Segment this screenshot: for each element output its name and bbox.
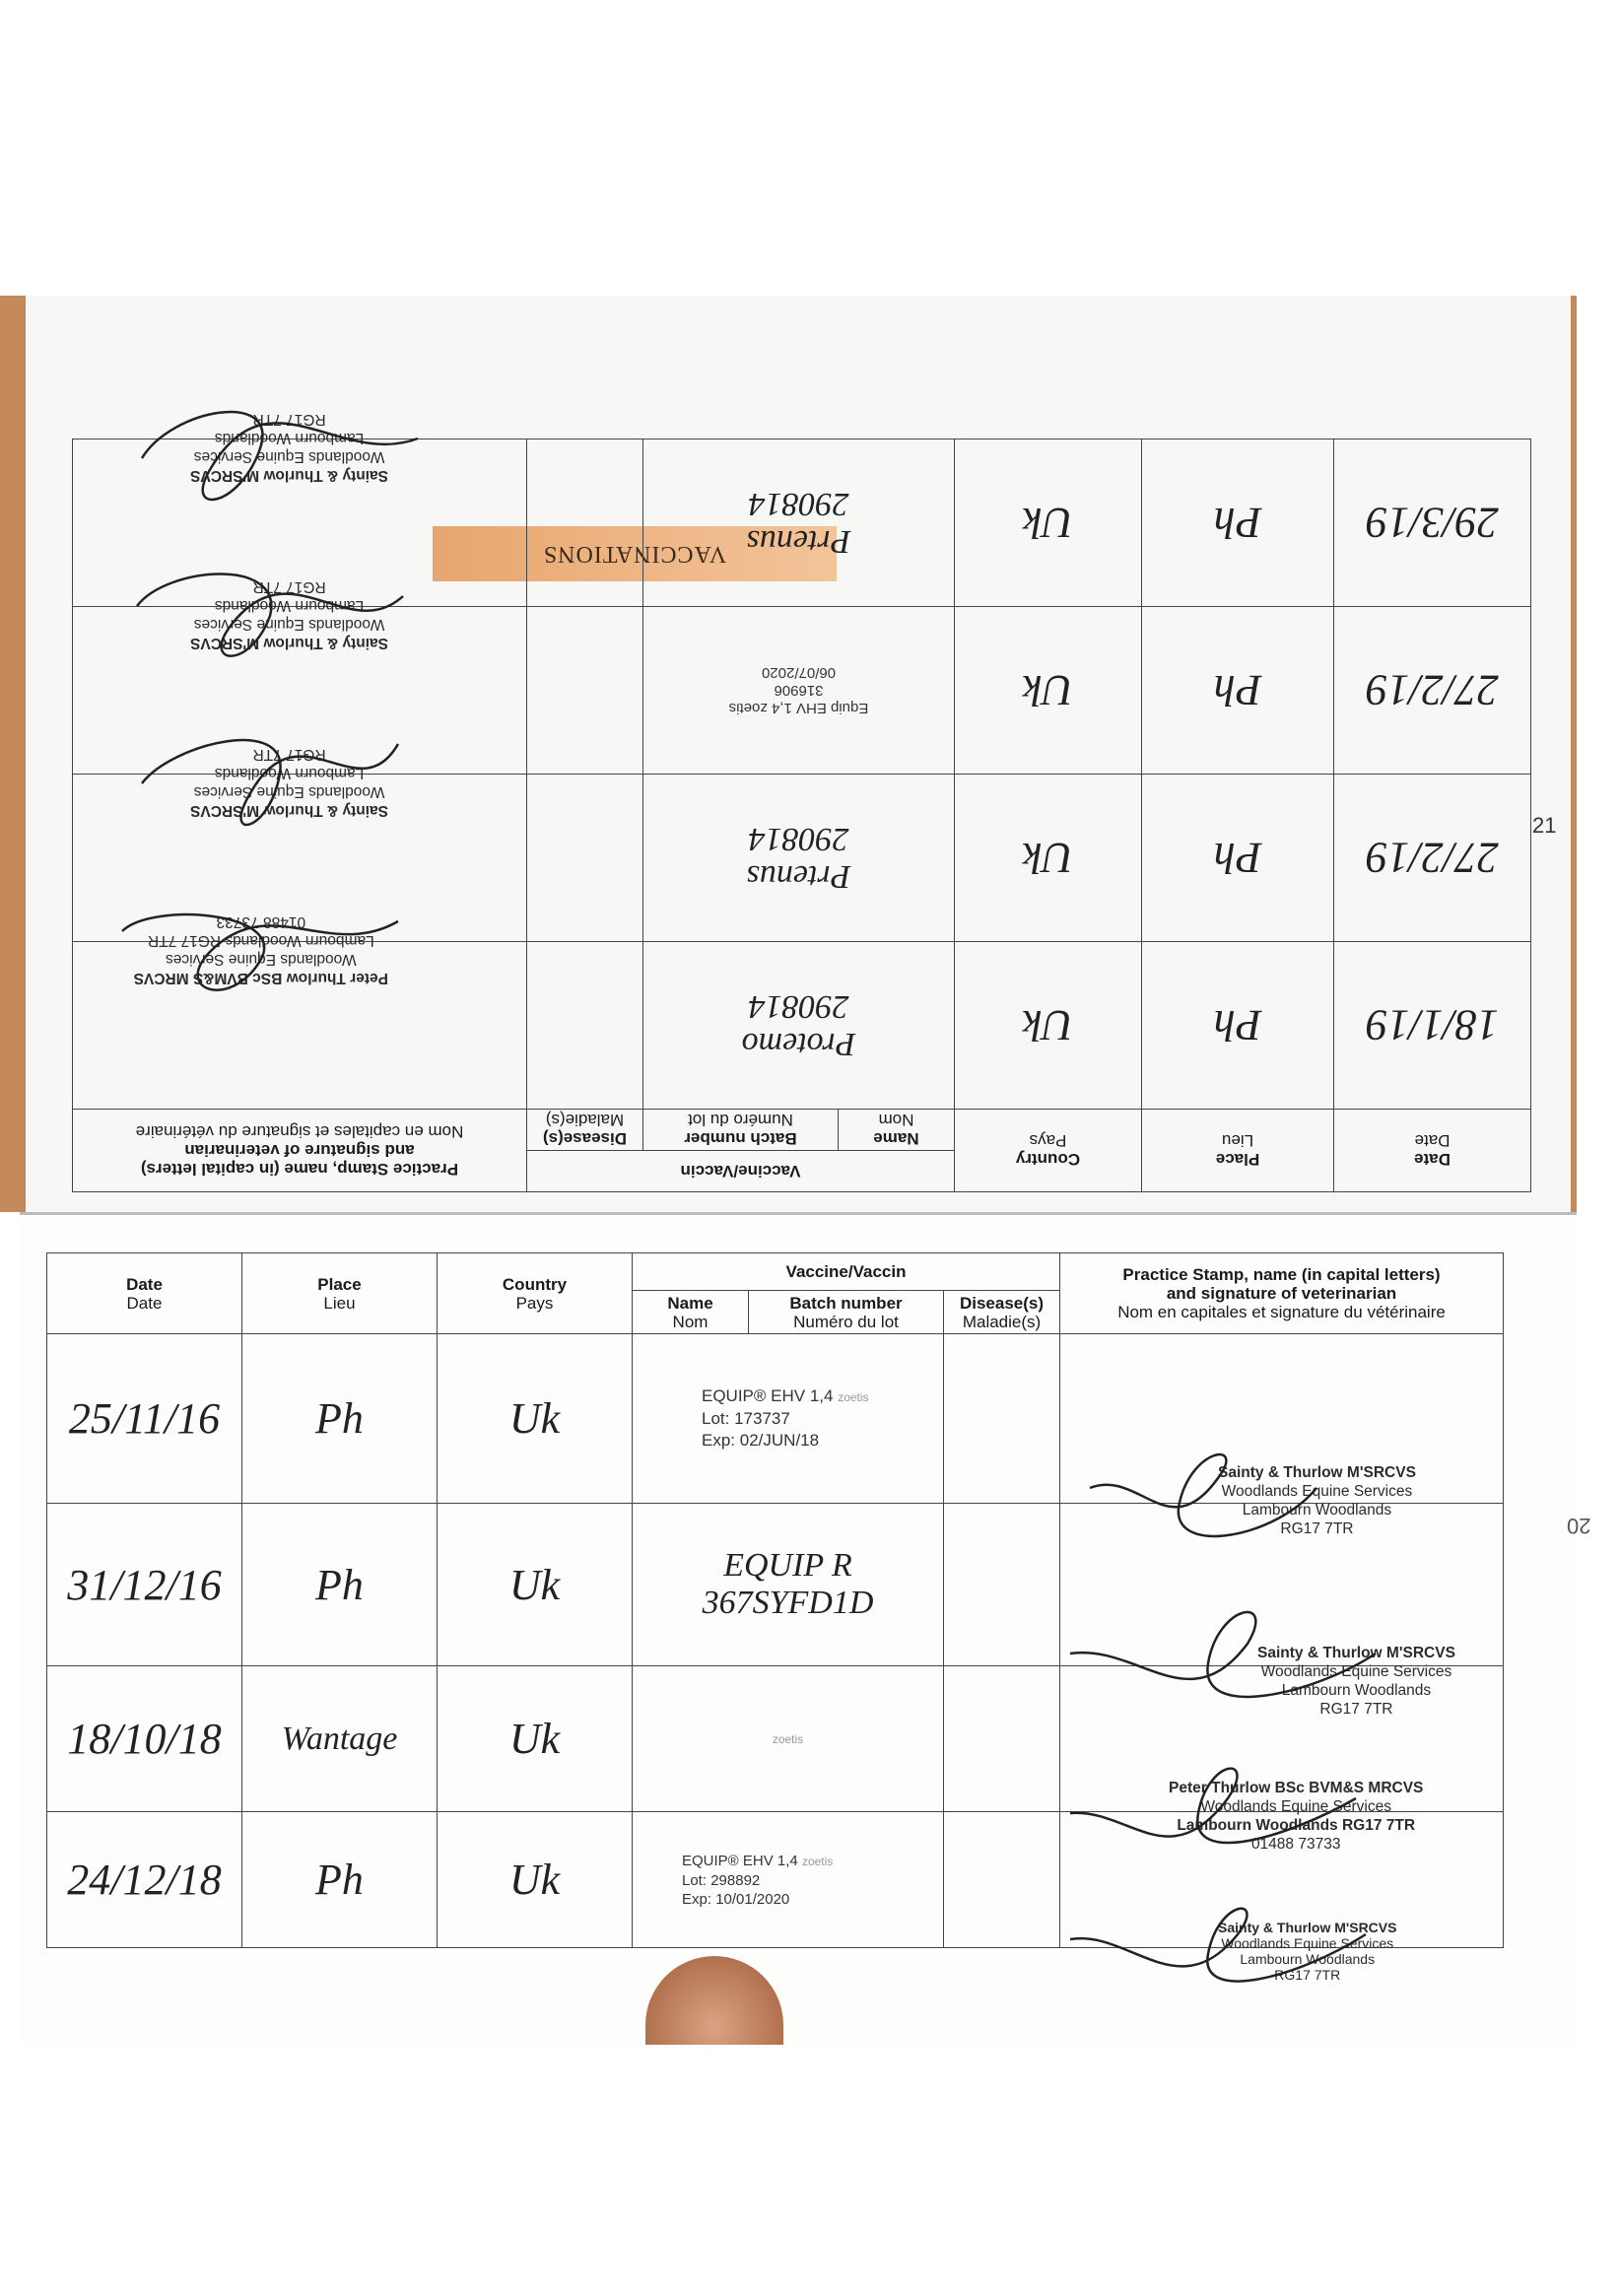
- row-place: Ph: [1142, 775, 1334, 942]
- row-country: Uk: [955, 775, 1142, 942]
- row-vaccine: [633, 1666, 944, 1812]
- vaccine-batch-handwritten: 367SYFD1D: [702, 1585, 874, 1621]
- vet-signature-icon: [132, 361, 428, 518]
- vaccine-sticker: EQUIP® EHV 1,4 zoetis Lot: 298892 Exp: 10/01/2020: [682, 1852, 834, 1908]
- row-date: 31/12/16: [47, 1504, 242, 1666]
- header-date: Date Date: [1334, 1110, 1531, 1192]
- practice-stamp: Peter Thurlow BSc BVM&S MRCVS Woodlands Equine Services Lambourn Woodlands RG17 7TR 01488 73733: [133, 913, 388, 987]
- row-vaccine: [643, 607, 955, 775]
- header-batch: Batch number Numéro du lot: [749, 1291, 944, 1334]
- header-name: Name Nom: [633, 1291, 749, 1334]
- row-disease: [526, 607, 642, 775]
- row-disease: [944, 1666, 1060, 1812]
- table-row: [47, 1334, 1504, 1504]
- row-date: 25/11/16: [47, 1334, 242, 1504]
- practice-stamp: Sainty & Thurlow M'SRCVS Woodlands Equine Services Lambourn Woodlands RG17 7TR: [1218, 1919, 1397, 1983]
- row-vaccine: [633, 1334, 944, 1504]
- page-number-top: 21: [1532, 813, 1557, 838]
- row-place: Wantage: [242, 1666, 438, 1812]
- header-name: Name Nom: [839, 1110, 955, 1151]
- row-date: 27/2/19: [1334, 607, 1531, 775]
- header-stamp: Practice Stamp, name (in capital letters) and signature of veterinarian Nom en capitales et signature du vétérinaire: [1060, 1253, 1504, 1334]
- vaccine-name: Prtenus: [746, 858, 851, 896]
- table-row: [72, 942, 1530, 1110]
- row-place: Ph: [1142, 607, 1334, 775]
- row-disease: [526, 775, 642, 942]
- vaccine-name-handwritten: EQUIP R: [723, 1547, 852, 1584]
- header-stamp: Practice Stamp, name (in capital letters) and signature of veterinarian Nom en capitales et signature du vétérinaire: [72, 1110, 526, 1192]
- row-disease: [526, 439, 642, 607]
- row-vaccine: [643, 775, 955, 942]
- vaccine-name: Protemo: [741, 1026, 856, 1063]
- top-page-rotated-content: [26, 296, 1571, 1212]
- row-country: Uk: [955, 439, 1142, 607]
- header-country: Country Pays: [955, 1110, 1142, 1192]
- row-disease: [944, 1334, 1060, 1504]
- bottom-page: [20, 1212, 1577, 2043]
- vaccine-name: Prtenus: [746, 523, 851, 561]
- row-country: Uk: [955, 607, 1142, 775]
- row-place: Ph: [1142, 439, 1334, 607]
- vet-signature-icon: [112, 863, 408, 1021]
- row-vaccine: [643, 942, 955, 1110]
- header-place: Place Lieu: [242, 1253, 438, 1334]
- top-vaccination-table: [72, 411, 1531, 1192]
- row-date: 18/1/19: [1334, 942, 1531, 1110]
- header-date: Date Date: [47, 1253, 242, 1334]
- practice-stamp: Sainty & Thurlow M'SRCVS Woodlands Equine Services Lambourn Woodlands RG17 7TR: [190, 746, 388, 820]
- row-country: Uk: [438, 1334, 633, 1504]
- vaccine-sticker: Equip EHV 1,4 zoetis 316906 06/07/2020: [728, 664, 869, 717]
- practice-stamp: Sainty & Thurlow M'SRCVS Woodlands Equine Services Lambourn Woodlands RG17 7TR: [190, 578, 388, 652]
- row-vaccine: [633, 1812, 944, 1948]
- header-batch: Batch number Numéro du lot: [643, 1110, 839, 1151]
- row-date: 27/2/19: [1334, 775, 1531, 942]
- bottom-vaccination-table: [46, 1252, 1504, 1983]
- vaccine-sticker-faded: zoetis: [772, 1731, 804, 1746]
- practice-stamp: Sainty & Thurlow M'SRCVS Woodlands Equine Services Lambourn Woodlands RG17 7TR: [1257, 1645, 1455, 1718]
- row-date: 18/10/18: [47, 1666, 242, 1812]
- vet-signature-icon: [122, 528, 418, 686]
- vaccine-batch: 290814: [748, 988, 849, 1026]
- top-page: [20, 296, 1577, 1212]
- header-disease: Disease(s) Maladie(s): [944, 1291, 1060, 1334]
- vaccine-batch: 290814: [748, 821, 849, 858]
- vet-signature-icon: [1060, 1880, 1385, 2018]
- header-vaccine: Vaccine/Vaccin: [633, 1253, 1060, 1291]
- row-disease: [526, 942, 642, 1110]
- page-edge: [0, 296, 20, 1212]
- practice-stamp: Sainty & Thurlow M'SRCVS Woodlands Equine Services Lambourn Woodlands RG17 7TR: [1218, 1463, 1416, 1537]
- row-disease: [944, 1812, 1060, 1948]
- row-country: Uk: [438, 1812, 633, 1948]
- row-vaccine: [633, 1504, 944, 1666]
- header-place: Place Lieu: [1142, 1110, 1334, 1192]
- row-vaccine: [643, 439, 955, 607]
- vaccine-sticker: EQUIP® EHV 1,4 zoetis Lot: 173737 Exp: 02/JUN/18: [702, 1386, 869, 1450]
- vet-signature-icon: [122, 696, 418, 853]
- header-disease: Disease(s) Maladie(s): [526, 1110, 642, 1151]
- practice-stamp: Peter Thurlow BSc BVM&S MRCVS Woodlands Equine Services Lambourn Woodlands RG17 7TR 01488 73733: [1169, 1779, 1424, 1853]
- row-disease: [944, 1504, 1060, 1666]
- page-number-bottom: 20: [1567, 1514, 1591, 1538]
- practice-stamp: Sainty & Thurlow M'SRCVS Woodlands Equine Services Lambourn Woodlands RG17 7TR: [190, 411, 388, 485]
- row-stamp: [72, 913, 526, 1110]
- vaccine-batch: 290814: [748, 486, 849, 523]
- row-country: Uk: [955, 942, 1142, 1110]
- row-place: Ph: [242, 1504, 438, 1666]
- row-place: Ph: [1142, 942, 1334, 1110]
- vet-signature-icon: [1080, 1429, 1336, 1587]
- header-country: Country Pays: [438, 1253, 633, 1334]
- row-stamp: [1060, 1334, 1504, 1537]
- vet-signature-icon: [1060, 1739, 1385, 1887]
- row-country: Uk: [438, 1504, 633, 1666]
- row-place: Ph: [242, 1812, 438, 1948]
- header-vaccine: Vaccine/Vaccin: [526, 1151, 954, 1192]
- vaccinations-banner: VACCINATIONS: [433, 526, 837, 581]
- row-date: 24/12/18: [47, 1812, 242, 1948]
- vet-signature-icon: [1060, 1585, 1385, 1742]
- row-country: Uk: [438, 1666, 633, 1812]
- row-date: 29/3/19: [1334, 439, 1531, 607]
- row-place: Ph: [242, 1334, 438, 1504]
